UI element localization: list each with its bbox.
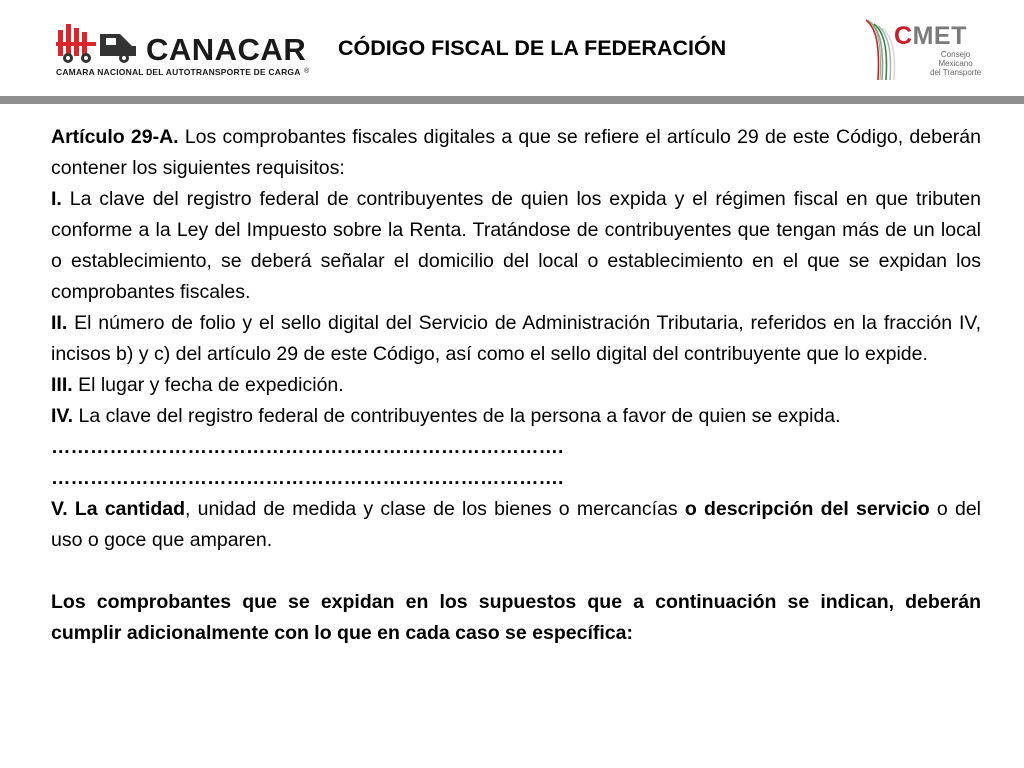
requirement-item: IV. La clave del registro federal de contribuyentes de la persona a favor de quien se expida.: [51, 405, 841, 427]
requirement-item: II. El número de folio y el sello digital del Servicio de Administración Tributaria, referidos en la fracción IV, incisos b) y c) del artículo 29 de este Código, así como el sello digital del contribuyente que lo expide.: [51, 312, 981, 365]
cmet-wordmark: CMET: [894, 22, 967, 50]
requirement-item: III. El lugar y fecha de expedición.: [51, 374, 344, 396]
ellipsis-line: …………………………………………………………………….: [51, 436, 564, 458]
requirement-item-v: V. La cantidad, unidad de medida y clase de los bienes o mercancías o descripción del servicio o del uso o goce que amparen.: [51, 498, 981, 551]
article-intro: Artículo 29-A. Los comprobantes fiscales digitales a que se refiere el artículo 29 de este Código, deberán contener los siguientes requisitos:: [51, 126, 981, 179]
truck-icon: [54, 16, 146, 64]
canacar-logo: [54, 16, 316, 82]
page-title: CÓDIGO FISCAL DE LA FEDERACIÓN: [338, 36, 727, 60]
article-body: [51, 122, 981, 649]
cmet-logo: [862, 18, 982, 82]
closing-paragraph: Los comprobantes que se expidan en los supuestos que a continuación se indican, deberán cumplir adicionalmente con lo que en cada caso se específica:: [51, 591, 981, 644]
item-number: II.: [51, 312, 68, 334]
item-number: IV.: [51, 405, 74, 427]
header-divider: [0, 96, 1024, 104]
registered-mark: ®: [304, 68, 310, 75]
item-number: III.: [51, 374, 73, 396]
article-heading: Artículo 29-A.: [51, 126, 179, 148]
ellipsis-line: …………………………………………………………………….: [51, 467, 564, 489]
paragraph-spacer: [51, 556, 981, 587]
item-number: I.: [51, 188, 62, 210]
cmet-subtitle: Consejo Mexicano del Transporte: [930, 50, 982, 77]
requirement-item: I. La clave del registro federal de contribuyentes de quien los expida y el régimen fiscal en que tributen conforme a la Ley del Impuesto sobre la Renta. Tratándose de contribuyentes que tengan más de un local o establecimiento, se deberá señalar el domicilio del local o establecimiento en el que se expidan los comprobantes fiscales.: [51, 188, 981, 303]
canacar-subtitle: CAMARA NACIONAL DEL AUTOTRANSPORTE DE CARGA: [56, 67, 301, 77]
slide-header: [0, 0, 1024, 96]
canacar-wordmark: CANACAR: [146, 32, 307, 67]
